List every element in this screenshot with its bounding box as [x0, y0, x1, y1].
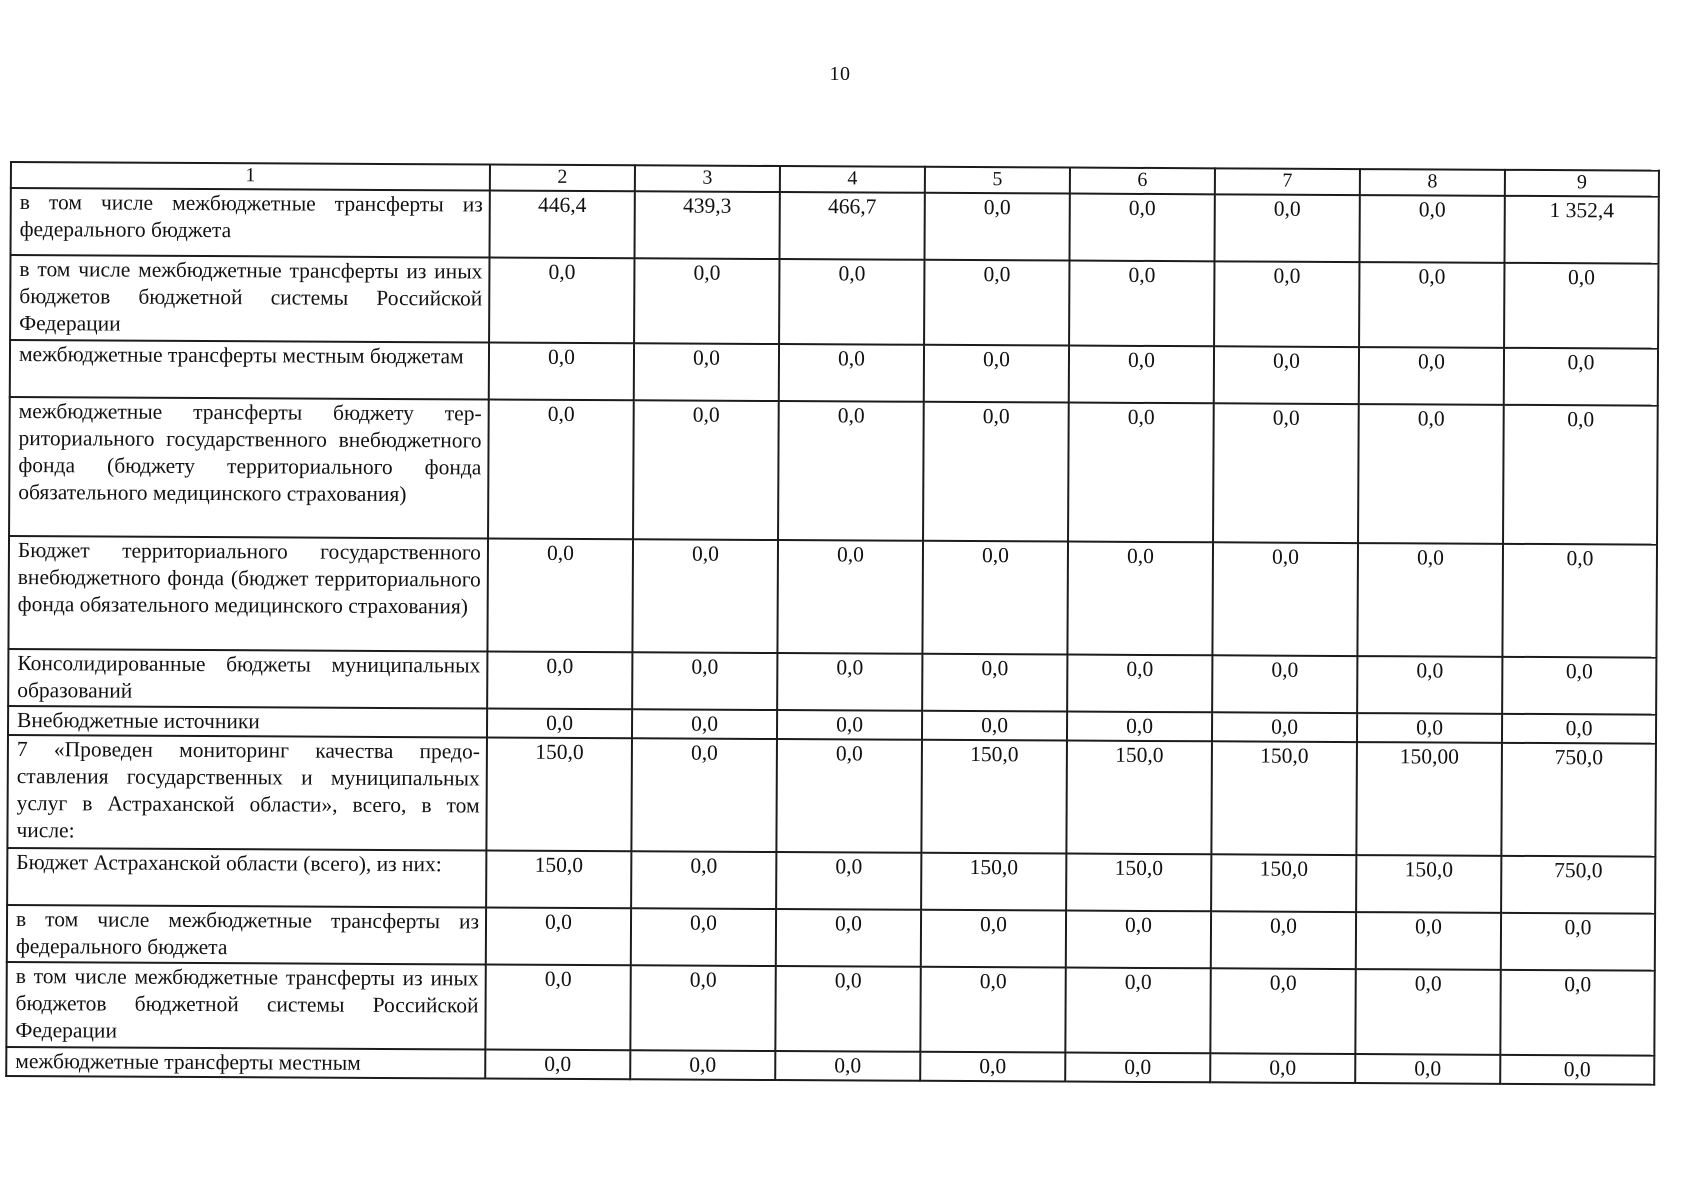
row-value: 150,0 [1066, 741, 1212, 855]
row-value: 0,0 [487, 709, 632, 739]
row-value: 0,0 [1500, 970, 1654, 1056]
row-value: 0,0 [775, 1051, 920, 1081]
row-value: 0,0 [1211, 911, 1356, 969]
row-value: 150,0 [1066, 854, 1211, 912]
row-value: 0,0 [1212, 655, 1357, 713]
row-value: 0,0 [1067, 655, 1212, 713]
row-value: 0,0 [777, 653, 922, 711]
table-row [7, 735, 1656, 857]
table-row [7, 905, 1655, 971]
row-value: 0,0 [1504, 348, 1658, 406]
row-value: 466,7 [779, 192, 924, 260]
row-value: 150,00 [1356, 742, 1502, 856]
row-value: 0,0 [1212, 712, 1357, 742]
row-value: 0,0 [920, 967, 1065, 1053]
table-row [10, 255, 1658, 349]
row-value: 0,0 [485, 965, 630, 1051]
row-value: 0,0 [1065, 968, 1210, 1054]
row-value: 0,0 [1359, 195, 1504, 263]
row-value: 0,0 [1210, 1053, 1355, 1083]
column-number: 2 [490, 165, 635, 192]
row-value: 0,0 [776, 739, 922, 853]
row-value: 150,0 [921, 853, 1066, 911]
row-value: 0,0 [1501, 913, 1655, 971]
row-value: 150,0 [1356, 855, 1501, 913]
row-value: 0,0 [1503, 405, 1658, 545]
row-label: в том числе межбюджетные трансферты из федерального бюджета [11, 188, 490, 258]
row-value: 0,0 [630, 965, 775, 1051]
row-value: 0,0 [632, 539, 778, 653]
row-value: 0,0 [632, 652, 777, 710]
row-value: 0,0 [921, 910, 1066, 968]
row-value: 0,0 [920, 1052, 1065, 1082]
table-row [7, 848, 1655, 914]
column-number: 9 [1505, 170, 1659, 197]
row-value: 0,0 [631, 851, 776, 909]
row-label: Внебюджетные источники [8, 706, 487, 738]
row-value: 0,0 [779, 344, 924, 402]
row-value: 446,4 [490, 191, 635, 259]
row-value: 0,0 [1214, 194, 1359, 262]
row-value: 0,0 [1212, 542, 1358, 656]
table-row [9, 397, 1658, 545]
row-value: 0,0 [486, 908, 631, 966]
column-number: 3 [635, 165, 780, 192]
row-value: 0,0 [630, 1050, 775, 1080]
row-value: 0,0 [1068, 403, 1214, 543]
row-label: Бюджет территориального государственного внебюджетного фонда (бюджет территориального фонда обязательного медицинского страхования) [8, 536, 488, 652]
row-value: 0,0 [1356, 912, 1501, 970]
row-value: 0,0 [487, 652, 632, 710]
row-value: 0,0 [1067, 712, 1212, 742]
row-value: 0,0 [634, 343, 779, 401]
row-value: 0,0 [1359, 347, 1504, 405]
row-value: 0,0 [776, 852, 921, 910]
row-value: 0,0 [1213, 403, 1359, 543]
row-label: межбюджетные трансферты бюджету территориального государственного внебюджетного фонда (бюджету территориального фонда обязательного медицинского страхования) [9, 397, 489, 539]
column-number: 8 [1360, 169, 1505, 196]
row-value: 0,0 [779, 259, 924, 345]
row-label: Бюджет Астраханской области (всего), из них: [7, 848, 486, 908]
row-value: 0,0 [922, 711, 1067, 741]
row-value: 0,0 [631, 908, 776, 966]
row-value: 0,0 [777, 710, 922, 740]
row-value: 0,0 [1065, 1053, 1210, 1083]
row-value: 0,0 [487, 539, 633, 653]
row-label: в том числе межбюджетные трансферты из федерального бюджета [7, 905, 486, 965]
column-number: 7 [1215, 168, 1360, 195]
row-value: 0,0 [633, 400, 779, 540]
row-value: 0,0 [485, 1050, 630, 1080]
row-value: 0,0 [1502, 544, 1657, 658]
row-value: 0,0 [489, 343, 634, 401]
row-value: 150,0 [921, 740, 1067, 854]
row-value: 0,0 [631, 738, 777, 852]
row-value: 0,0 [1357, 543, 1503, 657]
row-value: 0,0 [924, 260, 1069, 346]
row-value: 0,0 [1214, 346, 1359, 404]
row-value: 0,0 [778, 401, 924, 541]
table-row [8, 649, 1656, 715]
row-value: 0,0 [1066, 911, 1211, 969]
row-value: 150,0 [1211, 741, 1357, 855]
row-value: 0,0 [1359, 262, 1504, 348]
row-value: 0,0 [1355, 1054, 1500, 1084]
row-value: 0,0 [489, 258, 634, 344]
row-value: 0,0 [776, 909, 921, 967]
row-value: 750,0 [1501, 743, 1656, 857]
row-value: 0,0 [632, 709, 777, 739]
row-value: 0,0 [1210, 968, 1355, 1054]
row-label: в том числе межбюджетные трансферты из иных бюджетов бюджетной системы Российской Федерации [6, 962, 485, 1050]
row-value: 0,0 [922, 654, 1067, 712]
row-value: 0,0 [1357, 656, 1502, 714]
row-value: 0,0 [1067, 542, 1213, 656]
row-value: 0,0 [1214, 261, 1359, 347]
row-value: 0,0 [1069, 346, 1214, 404]
column-number: 6 [1070, 168, 1215, 195]
table-row [8, 536, 1657, 658]
row-label: межбюджетные трансферты местным [6, 1047, 485, 1079]
table-row [10, 340, 1658, 406]
row-value: 1 352,4 [1504, 196, 1658, 264]
row-value: 0,0 [1358, 404, 1504, 544]
row-value: 0,0 [634, 258, 779, 344]
row-value: 0,0 [1502, 657, 1656, 715]
row-label: 7 «Проведен мониторинг качества предоставления государственных и муниципальных услуг в Астраханской области», всего, в том числе: [7, 735, 487, 851]
column-number: 5 [925, 167, 1070, 194]
row-value: 0,0 [922, 541, 1068, 655]
column-number: 1 [11, 162, 490, 191]
row-value: 0,0 [1069, 194, 1214, 262]
row-value: 0,0 [924, 193, 1069, 261]
row-value: 150,0 [486, 851, 631, 909]
row-label: в том числе межбюджетные трансферты из иных бюджетов бюджетной системы Российской Федерации [10, 255, 489, 343]
table-row [11, 188, 1659, 264]
row-value: 0,0 [923, 402, 1069, 542]
row-value: 0,0 [1500, 1055, 1654, 1085]
row-value: 150,0 [486, 738, 632, 852]
row-value: 0,0 [488, 400, 634, 540]
row-value: 0,0 [777, 540, 923, 654]
row-label: Консолидированные бюджеты муниципальных образований [8, 649, 487, 709]
row-value: 439,3 [634, 191, 779, 259]
row-value: 0,0 [775, 966, 920, 1052]
row-value: 150,0 [1211, 854, 1356, 912]
page-number: 10 [829, 63, 851, 85]
row-label: межбюджетные трансферты местным бюджетам [10, 340, 489, 400]
row-value: 0,0 [924, 345, 1069, 403]
row-value: 0,0 [1355, 969, 1500, 1055]
row-value: 0,0 [1357, 713, 1502, 743]
row-value: 0,0 [1502, 714, 1656, 744]
table-row [6, 962, 1654, 1056]
row-value: 750,0 [1501, 856, 1655, 914]
budget-table [5, 161, 1660, 1086]
row-value: 0,0 [1504, 263, 1658, 349]
row-value: 0,0 [1069, 261, 1214, 347]
column-number: 4 [780, 166, 925, 193]
